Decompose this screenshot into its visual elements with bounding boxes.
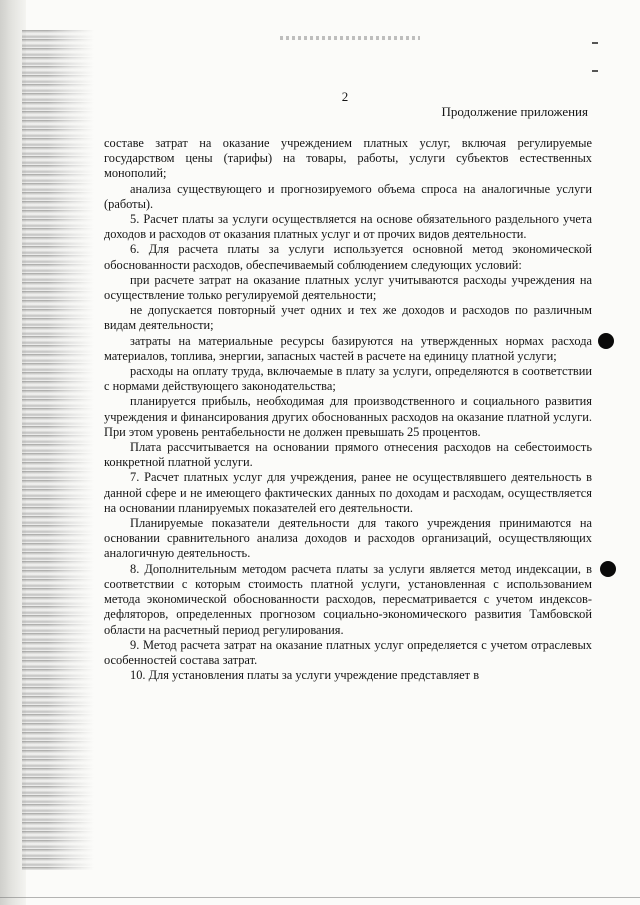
- paragraph: составе затрат на оказание учреждением платных услуг, включая регулируемые государством цены (тарифы) на товары, работы, услуги субъектов естественных монополий;: [104, 136, 592, 181]
- paragraph: 5. Расчет платы за услуги осуществляется на основе обязательного раздельного учета доходов и расходов от оказания платных услуг и от прочих видов деятельности.: [104, 212, 592, 242]
- paragraph: планируется прибыль, необходимая для производственного и социального развития учреждения и финансирования других обоснованных расходов на оказание платной услуги. При этом уровень рентабельности не должен превышать 25 процентов.: [104, 394, 592, 439]
- paragraph: Планируемые показатели деятельности для такого учреждения принимаются на основании сравнительного анализа доходов и расходов организаций, осуществляющих аналогичную деятельность.: [104, 516, 592, 561]
- scan-artifact-corner-1: [592, 42, 598, 44]
- punch-hole-upper: [598, 333, 614, 349]
- paragraph: 8. Дополнительным методом расчета платы за услуги является метод индексации, в соответствии с которым стоимость платной услуги, установленная с использованием метода экономической обоснованности расходов, пересматривается с учетом индексов-дефляторов, определенных прогнозом социально-экономического развития Тамбовской области на расчетный период регулирования.: [104, 561, 592, 637]
- paragraph: не допускается повторный учет одних и тех же доходов и расходов по различным видам деятельности;: [104, 303, 592, 333]
- scan-artifact-top: [280, 36, 420, 40]
- binding-edge-shadow: [22, 30, 94, 870]
- paragraph: 6. Для расчета платы за услуги используется основной метод экономической обоснованности расходов, обеспечиваемый соблюдением следующих условий:: [104, 242, 592, 272]
- scan-bottom-edge: [0, 897, 640, 898]
- paragraph: 9. Метод расчета затрат на оказание платных услуг определяется с учетом отраслевых особенностей состава затрат.: [104, 637, 592, 667]
- paragraph: анализа существующего и прогнозируемого объема спроса на аналогичные услуги (работы).: [104, 181, 592, 211]
- punch-hole-lower: [600, 561, 616, 577]
- document-body: [104, 136, 592, 683]
- paragraph: при расчете затрат на оказание платных услуг учитываются расходы учреждения на осуществление только регулируемой деятельности;: [104, 272, 592, 303]
- header-note: Продолжение приложения: [441, 104, 588, 119]
- paragraph: 7. Расчет платных услуг для учреждения, ранее не осуществлявшего деятельность в данной сфере и не имеющего фактических данных по доходам и расходам, осуществляется на основании планируемых показателей его деятельности.: [104, 470, 592, 515]
- paragraph: 10. Для установления платы за услуги учреждение представляет в: [130, 668, 480, 683]
- page-number: 2: [341, 89, 349, 104]
- scan-artifact-corner-2: [592, 70, 598, 72]
- paragraph: затраты на материальные ресурсы базируются на утвержденных нормах расхода материалов, топлива, энергии, запасных частей в расчете на единицу платной услуги;: [104, 333, 592, 363]
- paragraph: расходы на оплату труда, включаемые в плату за услуги, определяются в соответствии с нормами действующего законодательства;: [104, 364, 592, 394]
- paragraph: Плата рассчитывается на основании прямого отнесения расходов на себестоимость конкретной платной услуги.: [104, 440, 592, 470]
